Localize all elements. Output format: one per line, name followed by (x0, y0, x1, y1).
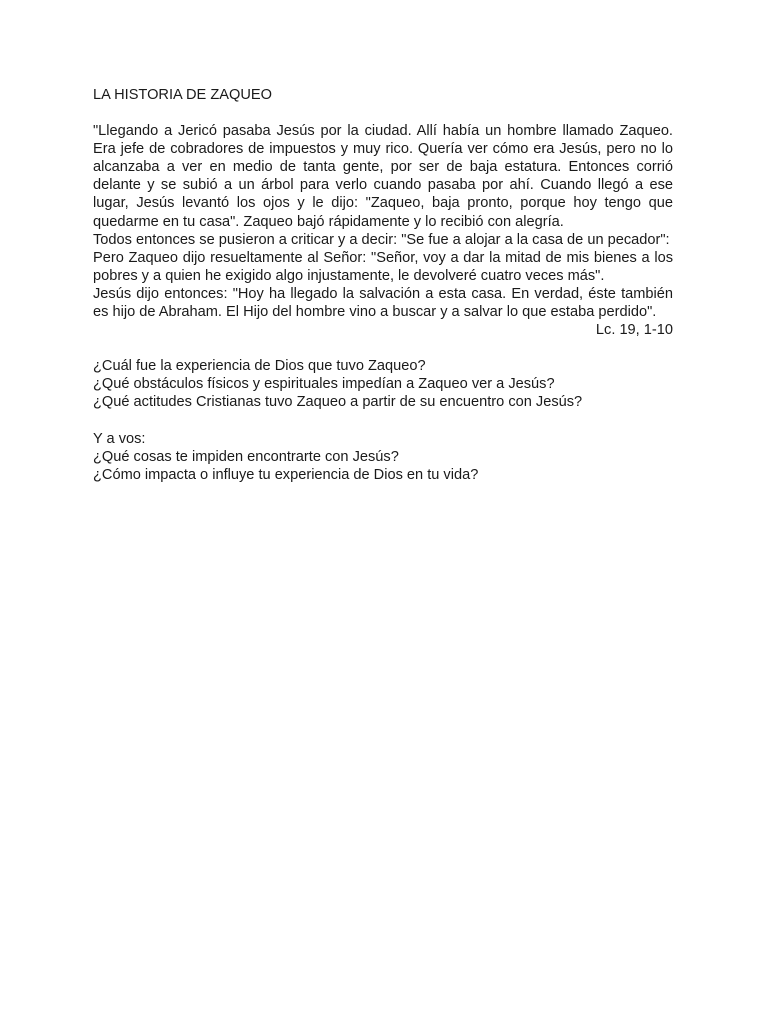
passage-paragraph: "Llegando a Jericó pasaba Jesús por la ciudad. Allí había un hombre llamado Zaqueo. Era jefe de cobradores de impuestos y muy rico. Quería ver cómo era Jesús, pero no lo alcanzaba a ver en medio de tanta gente, por ser de baja estatura. Entonces corrió delante y se subió a un árbol para verlo cuando pasaba por ahí. Cuando llegó a ese lugar, Jesús levantó los ojos y le dijo: "Zaqueo, baja pronto, porque hoy tengo que quedarme en tu casa". Zaqueo bajó rápidamente y lo recibió con alegría. (93, 123, 673, 230)
question-item: ¿Qué obstáculos físicos y espirituales impedían a Zaqueo ver a Jesús? (93, 376, 555, 393)
reflection-question: ¿Qué cosas te impiden encontrarte con Jesús? (93, 448, 399, 465)
reflection-question: ¿Cómo impacta o influye tu experiencia de Dios en tu vida? (93, 466, 479, 483)
questions-list (93, 357, 673, 411)
reflection-intro: Y a vos: (93, 430, 146, 447)
document-title: LA HISTORIA DE ZAQUEO (93, 87, 272, 103)
reflection-section (93, 430, 673, 484)
document-page (93, 86, 673, 484)
question-item: ¿Qué actitudes Cristianas tuvo Zaqueo a partir de su encuentro con Jesús? (93, 394, 583, 411)
question-item: ¿Cuál fue la experiencia de Dios que tuvo Zaqueo? (93, 358, 426, 375)
passage-paragraph: Jesús dijo entonces: "Hoy ha llegado la salvación a esta casa. En verdad, éste también es hijo de Abraham. El Hijo del hombre vino a buscar y a salvar lo que estaba perdido". (93, 285, 673, 321)
bible-citation: Lc. 19, 1-10 (595, 322, 673, 339)
section-spacer (93, 412, 673, 430)
passage-paragraph: Todos entonces se pusieron a criticar y a decir: "Se fue a alojar a la casa de un pecador": (93, 231, 670, 248)
passage-paragraph: Pero Zaqueo dijo resueltamente al Señor: "Señor, voy a dar la mitad de mis bienes a los pobres y a quien he exigido algo injustamente, le devolveré cuatro veces más". (93, 249, 673, 284)
gospel-passage (93, 122, 673, 339)
section-spacer (93, 339, 673, 357)
